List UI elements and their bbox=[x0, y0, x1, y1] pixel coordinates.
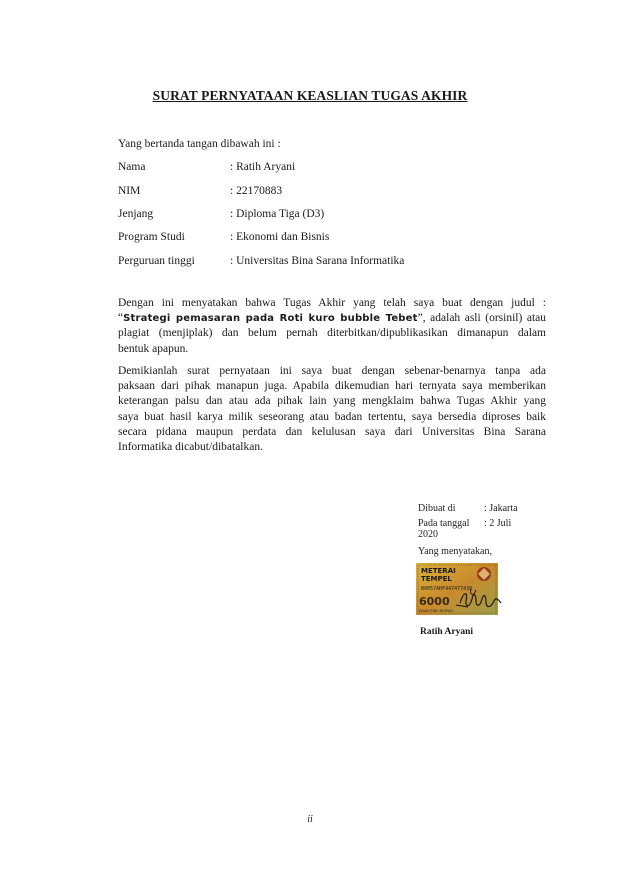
place-label: Dibuat di bbox=[418, 503, 456, 514]
date-label: Pada tanggal bbox=[418, 518, 470, 529]
field-label: Perguruan tinggi bbox=[118, 255, 195, 267]
paragraph-text: ”, adalah asli (orsinil) atau bbox=[417, 312, 546, 325]
field-value: : 22170883 bbox=[230, 185, 283, 197]
paragraph-line: secara pidana maupun perdata dan kelulusan saya dari Universitas Bina Sarana bbox=[118, 425, 546, 438]
field-value: : Ratih Aryani bbox=[230, 161, 296, 173]
stamp-label: METERAI bbox=[421, 567, 456, 575]
field-label: Nama bbox=[118, 161, 146, 173]
quote-open: “ bbox=[118, 312, 124, 325]
paragraph-line: paksaan dari pihak manapun juga. Apabila dikemudian hari ternyata saya memberikan bbox=[118, 380, 546, 393]
paragraph-line: Informatika dicabut/dibatalkan. bbox=[118, 440, 263, 453]
paragraph-line: saya buat hasil karya milik seseorang atau badan tertentu, saya bersedia diproses baik bbox=[118, 410, 546, 423]
date-value: : 2 Juli bbox=[484, 518, 512, 529]
field-value: : Ekonomi dan Bisnis bbox=[230, 231, 330, 243]
signature-date bbox=[418, 518, 511, 529]
paragraph-line: Demikianlah surat pernyataan ini saya buat dengan sebenar-benarnya tanpa ada bbox=[118, 365, 546, 377]
thesis-title: Strategi pemasaran pada Roti kuro bubble Tebet bbox=[123, 313, 418, 325]
paragraph-line: Dengan ini menyatakan bahwa Tugas Akhir yang telah saya buat dengan judul : bbox=[118, 297, 546, 309]
paragraph-line-title bbox=[118, 311, 546, 326]
field-label: Jenjang bbox=[118, 208, 154, 220]
field-label: NIM bbox=[118, 185, 141, 197]
signature-place bbox=[418, 503, 518, 514]
stamp-label: TEMPEL bbox=[421, 575, 452, 583]
intro-text: Yang bertanda tangan dibawah ini : bbox=[118, 138, 281, 150]
paragraph-line: plagiat (menjiplak) dan belum pernah diterbitkan/dipublikasikan dimanapun dalam bbox=[118, 327, 546, 340]
document-title: SURAT PERNYATAAN KEASLIAN TUGAS AKHIR bbox=[152, 88, 468, 103]
signatory-name: Ratih Aryani bbox=[420, 627, 474, 637]
paragraph-line: bentuk apapun. bbox=[118, 342, 189, 355]
field-value: : Diploma Tiga (D3) bbox=[230, 208, 325, 220]
garuda-emblem-icon bbox=[477, 567, 491, 581]
place-value: : Jakarta bbox=[484, 503, 518, 514]
stamp-label: ENAM RIBU RUPIAH bbox=[419, 609, 454, 613]
signature-statement: Yang menyatakan, bbox=[418, 546, 492, 557]
paragraph-declaration bbox=[118, 296, 546, 357]
field-label: Program Studi bbox=[118, 231, 185, 243]
field-value: : Universitas Bina Sarana Informatika bbox=[230, 255, 405, 267]
page-number: ii bbox=[307, 814, 313, 825]
paragraph-statement bbox=[118, 364, 546, 455]
stamp-code: B0057AHF447477438 bbox=[421, 586, 473, 592]
paragraph-line: keterangan palsu dan atau ada pihak lain yang mengklaim bahwa Tugas Akhir yang bbox=[118, 395, 546, 408]
stamp-value: 6000 bbox=[419, 595, 450, 608]
meterai-stamp-with-signature bbox=[416, 563, 502, 615]
signature-year: 2020 bbox=[418, 529, 438, 540]
